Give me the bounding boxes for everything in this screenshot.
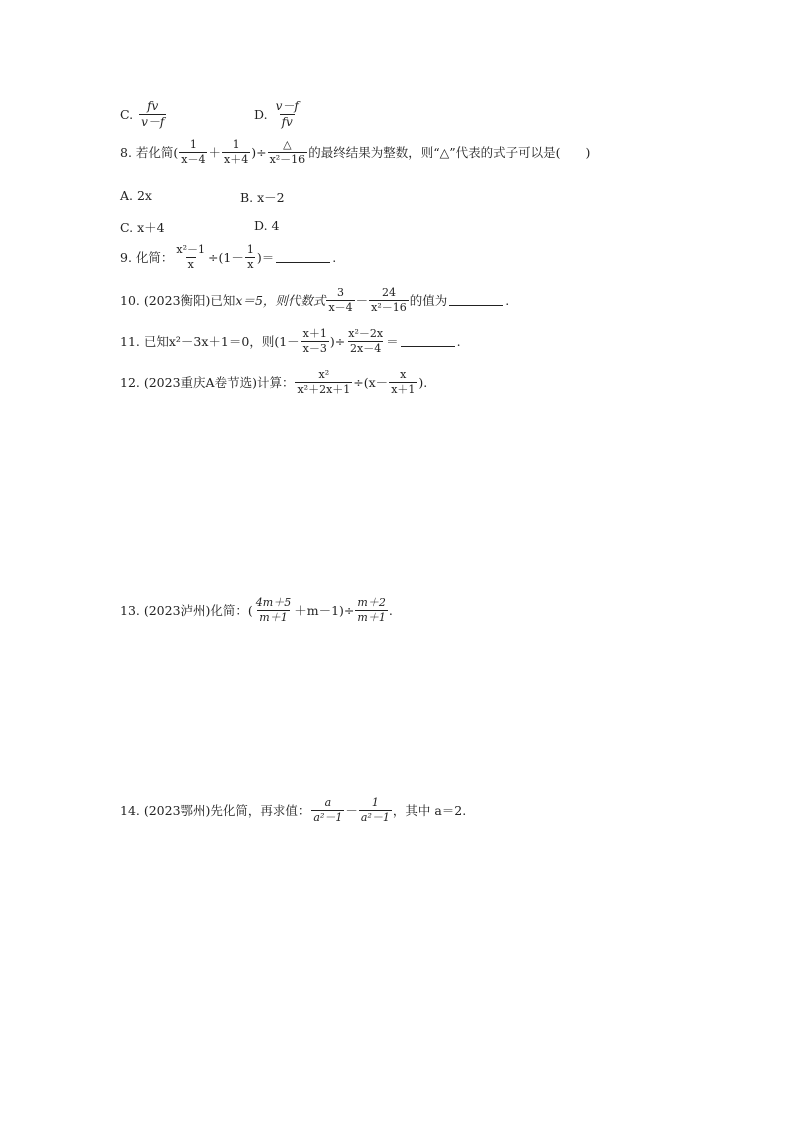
answer-blank[interactable] xyxy=(401,345,455,347)
denominator: a²－1 xyxy=(360,810,390,824)
period: . xyxy=(388,602,393,618)
operator: － xyxy=(345,803,358,819)
denominator: x xyxy=(247,257,254,271)
fraction xyxy=(359,797,392,823)
operator: ÷(1－ xyxy=(208,250,244,266)
fraction xyxy=(355,597,387,623)
denominator: x－4 xyxy=(328,300,353,314)
fraction xyxy=(174,244,207,270)
fraction xyxy=(274,100,301,128)
question-text: 9. 化简： xyxy=(120,250,174,266)
operator: ). xyxy=(418,374,428,390)
operator: ＝ xyxy=(386,334,399,350)
option-label: C. xyxy=(120,106,134,122)
denominator: fv xyxy=(281,114,293,129)
numerator: a xyxy=(324,796,332,809)
fraction xyxy=(222,139,250,165)
numerator: v－f xyxy=(275,99,299,113)
fraction xyxy=(389,369,417,395)
numerator: 4m＋5 xyxy=(255,596,292,609)
denominator: x＋4 xyxy=(224,152,249,166)
question-13 xyxy=(120,597,393,623)
question-14 xyxy=(120,797,466,823)
condition: x＝5，则代数式 xyxy=(235,293,326,309)
numerator: 1 xyxy=(246,243,254,256)
question-10 xyxy=(120,287,509,313)
answer-blank[interactable] xyxy=(276,261,330,263)
fraction xyxy=(311,797,344,823)
fraction xyxy=(346,328,385,354)
option-label: D. xyxy=(254,106,268,122)
denominator: x²＋2x＋1 xyxy=(297,382,351,396)
denominator: x²－16 xyxy=(269,152,306,166)
numerator: 3 xyxy=(337,286,345,299)
q8-option-a: A. 2x xyxy=(120,188,152,203)
fraction xyxy=(369,287,409,313)
q7-option-c xyxy=(120,100,167,128)
q7-option-d xyxy=(254,100,302,128)
denominator: x²－16 xyxy=(371,300,407,314)
question-9 xyxy=(120,244,336,270)
fraction xyxy=(295,369,352,395)
numerator: x²－2x xyxy=(348,327,384,340)
denominator: m＋1 xyxy=(357,610,386,624)
fraction xyxy=(301,328,329,354)
question-text: 13. (2023泸州)化简：( xyxy=(120,603,253,619)
denominator: m＋1 xyxy=(259,610,288,624)
question-11 xyxy=(120,328,461,354)
fraction xyxy=(245,244,256,270)
operator: ＋m－1)÷ xyxy=(294,603,355,619)
numerator: x xyxy=(400,368,407,381)
denominator: x－3 xyxy=(302,341,327,355)
question-12 xyxy=(120,369,427,395)
numerator: 1 xyxy=(371,796,379,809)
numerator: x² xyxy=(318,368,330,381)
denominator: a²－1 xyxy=(313,810,343,824)
numerator: 24 xyxy=(381,286,396,299)
period: . xyxy=(505,292,510,308)
question-text: 的最终结果为整数，则“△”代表的式子可以是( ) xyxy=(308,145,591,161)
question-text: 8. 若化简( xyxy=(120,145,179,161)
numerator: 1 xyxy=(189,138,197,151)
operator: ＋ xyxy=(208,145,221,161)
fraction xyxy=(326,287,354,313)
denominator: x xyxy=(187,257,194,271)
numerator: △ xyxy=(283,138,292,151)
period: . xyxy=(332,249,337,265)
fraction xyxy=(179,139,207,165)
q8-option-c: C. x＋4 xyxy=(120,220,165,235)
numerator: x²－1 xyxy=(176,243,206,256)
numerator: m＋2 xyxy=(357,596,386,609)
period: . xyxy=(456,333,461,349)
denominator: x－4 xyxy=(181,152,206,166)
numerator: 1 xyxy=(232,138,240,151)
q8-option-d: D. 4 xyxy=(254,218,280,233)
fraction xyxy=(268,139,308,165)
numerator: x＋1 xyxy=(302,327,327,340)
condition: x²－3x＋1＝0，则(1－ xyxy=(168,334,300,350)
answer-blank[interactable] xyxy=(449,304,503,306)
question-8 xyxy=(120,139,590,165)
operator: ÷(x－ xyxy=(353,375,389,391)
question-text: 14. (2023鄂州)先化简，再求值： xyxy=(120,803,311,819)
question-text: 12. (2023重庆A卷节选)计算： xyxy=(120,375,295,391)
numerator: fv xyxy=(147,99,159,113)
operator: )÷ xyxy=(251,144,267,160)
question-text: 的值为 xyxy=(409,293,448,309)
operator: )＝ xyxy=(256,250,275,266)
denominator: 2x－4 xyxy=(350,341,382,355)
operator: － xyxy=(355,293,369,309)
operator: )÷ xyxy=(329,333,346,349)
denominator: v－f xyxy=(141,114,165,129)
question-text: 10. (2023衡阳)已知 xyxy=(120,293,236,309)
question-text: 11. 已知 xyxy=(120,334,169,350)
question-text: ，其中 a＝2. xyxy=(392,803,467,819)
q8-option-b: B. x－2 xyxy=(240,190,285,205)
denominator: x＋1 xyxy=(391,382,416,396)
fraction xyxy=(254,597,293,623)
fraction xyxy=(139,100,166,128)
